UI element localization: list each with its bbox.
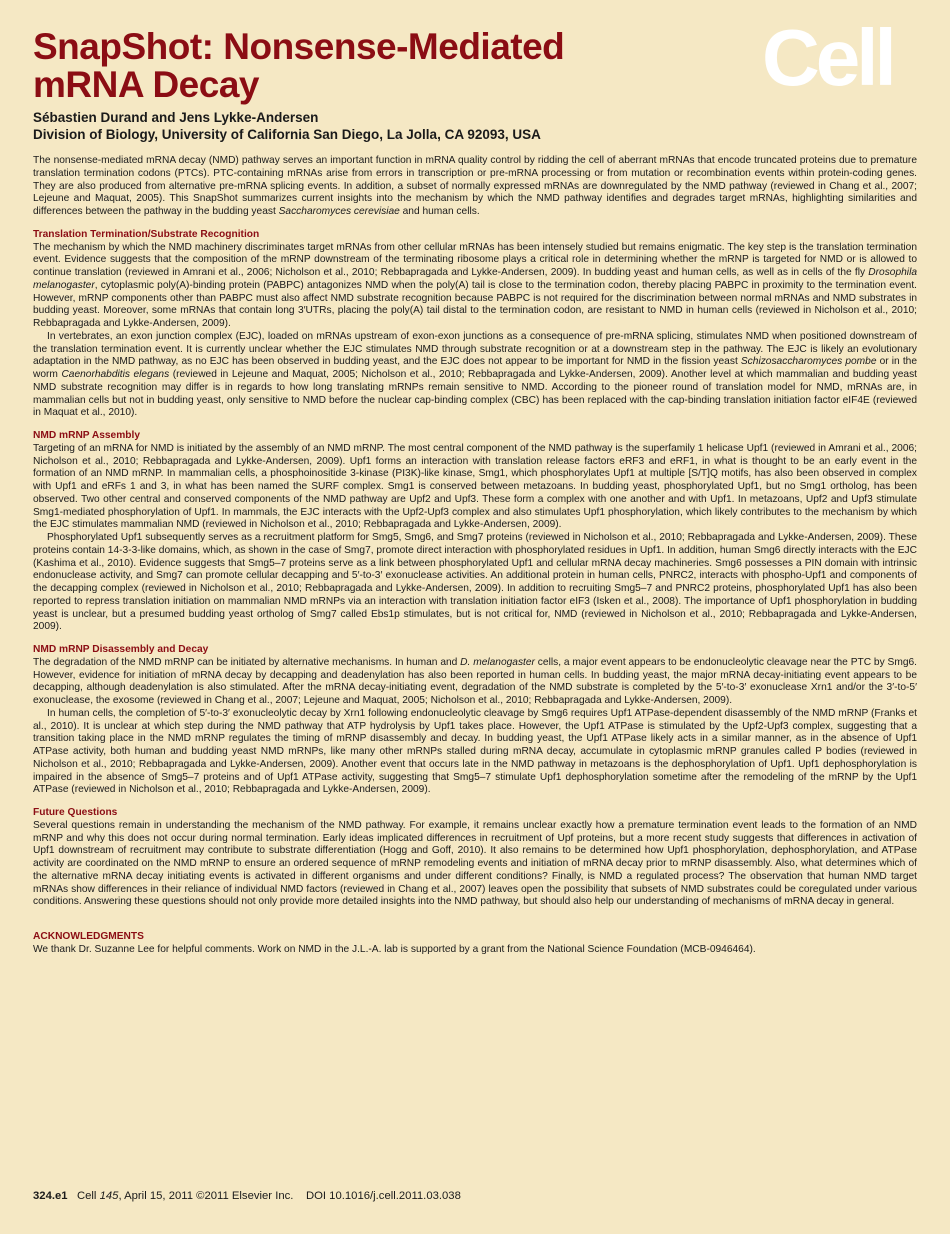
journal-name: Cell	[76, 1190, 100, 1202]
paragraph: Targeting of an mRNA for NMD is initiated by the assembly of an NMD mRNP. The most central component of the NMD pathway is the superfamily 1 helicase Upf1 (reviewed in Amrani et al., 2006; Nicholson et al., 2010; Rebbapragada and Lykke-Andersen, 2009). Upf1 forms an interaction with translation release factors eRF3 and eRF1, in what is thought to be an early event in the formation of an NMD mRNP. In mammalian cells, a phosphoinositide 3-kinase (PI3K)-like kinase, Smg1, which phosphorylates Upf1 at multiple [S/T]Q motifs, has also been observed in complex with Upf1 and eRFs 1 and 3, in what has been named the SURF complex. Smg1 is conserved between metazoans. In budding yeast, phosphorylated Upf1, but no Smg1 ortholog, has been observed. Two other central and conserved components of the NMD pathway are Upf2 and Upf3. These form a complex with one another and with Upf1. In metazoans, Upf2 and Upf3 stimulate Smg1-mediated phosphorylation of Upf1. In mammals, the EJC interacts with the Upf2-Upf3 complex and also stimulates Upf1 phosphorylation, which likely contributes to the mechanism by which the EJC stimulates mammalian NMD (reviewed in Nicholson et al., 2010; Rebbapragada and Lykke-Andersen, 2009).	[33, 442, 917, 531]
section-nmd-mrnp-assembly	[33, 430, 917, 634]
acknowledgments	[33, 931, 917, 957]
section-translation-termination	[33, 229, 917, 420]
section-heading: Future Questions	[33, 807, 118, 818]
affiliation: Division of Biology, University of California San Diego, La Jolla, CA 92093, USA	[33, 127, 541, 142]
citation-info: , April 15, 2011 ©2011 Elsevier Inc. DOI 10.1016/j.cell.2011.03.038	[118, 1190, 461, 1202]
section-heading: Translation Termination/Substrate Recognition	[33, 228, 260, 240]
acknowledgments-heading: ACKNOWLEDGMENTS	[33, 931, 144, 942]
section-nmd-mrnp-disassembly	[33, 644, 917, 797]
paragraph: In human cells, the completion of 5′-to-3′ exonucleolytic decay by Xrn1 following endonucleolytic cleavage by Smg6 requires Upf1 ATPase-dependent disassembly of the NMD mRNP (Franks et al., 2010). It is unclear at which step during the NMD pathway that ATP hydrolysis by Upf1 takes place. However, the Upf1 ATPase is stimulated by the Upf2-Upf3 complex, suggesting that a transition taking place in the NMD mRNP regulates the timing of mRNP disassembly and decay. In budding yeast, the Upf1 ATPase likely acts in a similar manner, as in the absence of Upf1 ATPase activity, both human and budding yeast NMD mRNPs, like many other mRNPs stalled during mRNA decay, accumulate in cytoplasmic mRNP granules called P bodies (reviewed in Nicholson et al., 2010; Rebbapragada and Lykke-Andersen, 2009). Another event that occurs late in the NMD pathway in metazoans is the dephosphorylation of Upf1. Upf1 dephosphorylation is impaired in the absence of Smg5–7 proteins and of Upf1 ATPase activity, suggesting that Smg5–7 stimulate Upf1 dephosphorylation sometime after the remodeling of the mRNP by the Upf1 ATPase (reviewed in Nicholson et al., 2010; Rebbapragada and Lykke-Andersen, 2009).	[33, 707, 917, 796]
title-line-1: SnapShot: Nonsense-Mediated	[33, 26, 565, 67]
volume: 145	[99, 1190, 119, 1202]
page-footer	[33, 1189, 913, 1203]
paragraph: In vertebrates, an exon junction complex (EJC), loaded on mRNAs upstream of exon-exon junctions as a consequence of pre-mRNA splicing, stimulates NMD when positioned downstream of the translation termination event. It is currently unclear whether the EJC stimulates NMD through substrate recognition or at a downstream step in the pathway. The EJC is likely an evolutionary adaptation in the NMD pathway, as no EJC has been observed in budding yeast, and the EJC does not appear to be important for NMD in the fission yeast Schizosaccharomyces pombe or in the worm Caenorhabditis elegans (reviewed in Lejeune and Maquat, 2005; Nicholson et al., 2010; Rebbapragada and Lykke-Andersen, 2009). Another level at which mammalian and budding yeast NMD substrate recognition may differ is in regards to how long translating mRNPs remain sensitive to NMD. According to the pioneer round of translation model for NMD, mRNAs are, in mammalian cells but not in budding yeast, only sensitive to NMD before the nuclear cap-binding complex (CBC) has been replaced with the cap-binding translation initiation factor eIF4E (reviewed in Maquat et al., 2010).	[33, 330, 918, 419]
section-heading: NMD mRNP Assembly	[33, 430, 140, 441]
section-heading: NMD mRNP Disassembly and Decay	[33, 644, 209, 655]
intro-paragraph: The nonsense-mediated mRNA decay (NMD) pathway serves an important function in mRNA quality control by ridding the cell of aberrant mRNAs that encode truncated proteins due to premature translation termination codons (PTCs). PTC-containing mRNAs arise from errors in transcription or pre-mRNA processing or from mutation or recombination events within protein-coding genes. They are also produced from alternative pre-mRNA splicing events. In addition, a subset of normally expressed mRNAs are downregulated by the NMD pathway (reviewed in Chang et al., 2007; Lejeune and Maquat, 2005). This SnapShot summarizes current insights into the mechanism by which the NMD pathway identifies and degrades target mRNAs, highlighting similarities and differences between the pathway in the budding yeast Saccharomyces cerevisiae and human cells.	[33, 155, 917, 217]
paragraph: The degradation of the NMD mRNP can be initiated by alternative mechanisms. In human and D. melanogaster cells, a major event appears to be endonucleolytic cleavage near the PTC by Smg6. However, evidence for initiation of mRNA decay by decapping and deadenylation has also been reported in human cells. In budding yeast, the major mRNA decay-initiating event appears to be decapping, although deadenylation is also stimulated. After the mRNA decay-initiating event, degradation of the NMD substrate is completed by the 5′-to-3′ exonuclease Xrn1 and/or the 3′-to-5′ exonuclease, the exosome (reviewed in Chang et al., 2007; Lejeune and Maquat, 2005; Nicholson et al., 2010; Rebbapragada and Lykke-Andersen, 2009).	[33, 656, 917, 706]
paragraph: The mechanism by which the NMD machinery discriminates target mRNAs from other cellular mRNAs has been intensely studied but remains enigmatic. The key step is the translation termination event. Evidence suggests that the composition of the mRNP downstream of the terminating ribosome plays a critical role in determining whether the mRNP is targeted for NMD or is allowed to continue translation (reviewed in Amrani et al., 2006; Nicholson et al., 2010; Rebbapragada and Lykke-Andersen, 2009). In budding yeast and human cells, as well as in cells of the fly Drosophila melanogaster, cytoplasmic poly(A)-binding protein (PABPC) antagonizes NMD when the poly(A) tail is close to the termination codon, thereby placing PABPC in proximity to the termination event. However, mRNP components other than PABPC must also affect NMD substrate recognition because PABPC is not required for the discrimination between normal mRNAs and NMD substrates in budding yeast. Moreover, some mRNAs that contain long 3′UTRs, placing the poly(A) tail distal to the termination codon, are resistant to NMD in human cells (reviewed in Nicholson et al., 2010; Rebbapragada and Lykke-Andersen, 2009).	[33, 241, 917, 329]
article-body	[33, 155, 917, 957]
species-name: D. melanogaster	[460, 656, 535, 668]
species-name: Schizosaccharomyces pombe	[740, 356, 877, 368]
article-title	[33, 28, 733, 104]
acknowledgments-text: We thank Dr. Suzanne Lee for helpful comments. Work on NMD in the J.L.-A. lab is supported by a grant from the National Science Foundation (MCB-0946464).	[33, 943, 756, 955]
species-name: Drosophila melanogaster	[33, 267, 917, 291]
species-name: Caenorhabditis elegans	[61, 369, 170, 380]
species-name: Saccharomyces cerevisiae	[278, 206, 400, 217]
paragraph: Phosphorylated Upf1 subsequently serves as a recruitment platform for Smg5, Smg6, and Smg7 proteins (reviewed in Nicholson et al., 2010; Rebbapragada and Lykke-Andersen, 2009). These proteins contain 14-3-3-like domains, which, as shown in the case of Smg7, promote direct interaction with phosphorylated residues in Upf1. In addition, human Smg6 directly interacts with the EJC (Kashima et al., 2010). Evidence suggests that Smg5–7 proteins serve as a link between phosphorylated Upf1 and cellular mRNA decay machineries. Smg6 possesses a PIN domain with intrinsic endonuclease activity, and Smg7 can promote cellular decapping and 5′-to-3′ exonuclease activities. An additional protein in human cells, PNRC2, interacts with phospho-Upf1 and components of the decapping complex (reviewed in Nicholson et al., 2010; Rebbapragada and Lykke-Andersen, 2009). In addition to recruiting Smg5–7 and PNRC2 proteins, phosphorylated Upf1 has also been reported to repress translation initiation on mammalian NMD mRNPs via an interaction with translation initiation factor eIF3 (Isken et al., 2008). The importance of Upf1 phosphorylation in budding yeast is unclear, but a presumed budding yeast ortholog of Smg7 called Ebs1p stimulates, but is not critical for, NMD (reviewed in Nicholson et al., 2010; Rebbapragada and Lykke-Andersen, 2009).	[33, 532, 917, 633]
paragraph: Several questions remain in understanding the mechanism of the NMD pathway. For example, it remains unclear exactly how a premature termination event leads to the formation of an NMD mRNP and why this does not occur during normal termination. Early ideas implicated differences in recruitment of Upf proteins, but a more recent study suggests that differences in activation of Upf1 downstream of recruitment may contribute to substrate differentiation (Hogg and Goff, 2010). It also remains to be determined how Upf1 phosphorylation, dephosphorylation, and ATPase activity are coordinated on the NMD mRNP to ensure an ordered sequence of mRNP remodeling events and initiation of mRNA decay prior to mRNP disassembly. Also, what determines which of the alternative mRNA decay initiating events is activated in different organisms and under different conditions? Finally, is NMD a regulated process? The observation that human NMD target mRNAs show differences in their reliance of individual NMD factors (reviewed in Chang et al., 2007) leaves open the possibility that subsets of NMD substrates could be coregulated under various conditions. Answering these questions should not only provide more detailed insights into the NMD pathway, but should also help our understanding of mechanisms of mRNA decay in general.	[33, 819, 917, 908]
authors: Sébastien Durand and Jens Lykke-Andersen	[33, 110, 319, 125]
author-block	[33, 109, 913, 143]
cell-journal-logo: Cell	[762, 13, 893, 102]
title-line-2: mRNA Decay	[33, 64, 259, 105]
section-future-questions	[33, 807, 917, 909]
page-number: 324.e1	[33, 1190, 68, 1202]
